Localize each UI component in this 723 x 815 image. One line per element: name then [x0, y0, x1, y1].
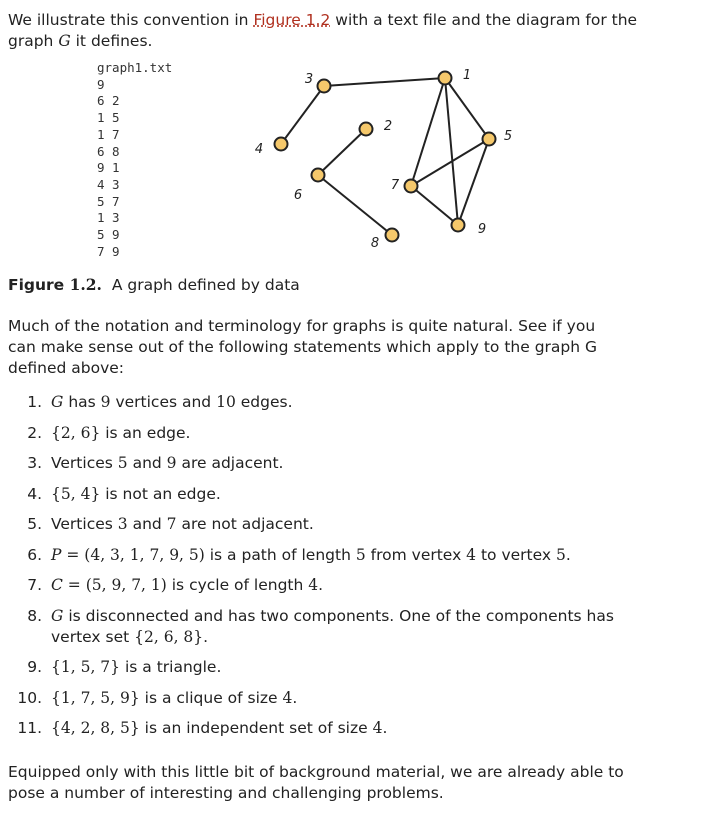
list-item	[8, 688, 668, 709]
list-item	[8, 575, 668, 596]
graph-vertex-label-3: 3	[304, 72, 314, 87]
text: is an edge.	[100, 423, 191, 442]
text: and	[127, 454, 167, 472]
math: 5	[555, 545, 566, 564]
file-line: 6 8	[97, 143, 120, 159]
text: is an independent set of size	[139, 719, 373, 737]
item-index: 2.	[27, 423, 42, 442]
file-line: 6 2	[97, 93, 120, 109]
item-index: 5.	[27, 515, 42, 533]
math: G	[51, 606, 64, 625]
graph-vertex-9	[452, 219, 465, 232]
math: 4	[282, 688, 293, 707]
text: vertices and	[110, 393, 217, 411]
list-item	[8, 545, 668, 566]
graph-vertex-6	[312, 169, 325, 182]
graph-diagram	[8, 58, 708, 276]
math: {1, 5, 7}	[51, 658, 121, 676]
math: {4, 2, 8, 5}	[51, 719, 140, 737]
caption-label-num: 1.2.	[69, 275, 102, 294]
list-item	[8, 606, 668, 648]
text: edges.	[235, 393, 293, 411]
caption-label	[8, 276, 102, 294]
math: G	[51, 393, 64, 411]
list-item	[8, 453, 668, 474]
graph-vertex-label-7: 7	[390, 178, 400, 193]
caption-label-word: Figure	[8, 276, 65, 294]
text: and	[127, 515, 167, 533]
intro-paragraph	[8, 10, 648, 52]
text: Vertices	[51, 515, 118, 533]
graph-edge-1-3	[324, 78, 445, 86]
text: has	[63, 393, 101, 411]
graph-vertex-label-6: 6	[293, 188, 303, 203]
graph-vertex-1	[439, 72, 452, 85]
text: is a clique of size	[139, 688, 283, 707]
math: P	[51, 545, 62, 564]
file-line: 1 3	[97, 210, 120, 226]
intro-text: We illustrate this convention in	[8, 11, 254, 29]
file-name: graph1.txt	[97, 60, 173, 75]
file-line: 9 1	[97, 160, 120, 176]
list-item	[8, 514, 668, 535]
graph-vertex-label-9: 9	[477, 222, 487, 237]
list-item	[8, 718, 668, 739]
text: from vertex	[365, 545, 467, 564]
file-line: 1 7	[97, 126, 120, 142]
text: Vertices	[51, 454, 118, 472]
text: .	[203, 627, 209, 646]
math: = (5, 9, 7, 1)	[62, 576, 167, 594]
graph-vertex-label-8: 8	[370, 236, 380, 251]
math: = (4, 3, 1, 7, 9, 5)	[61, 545, 205, 564]
graph-vertex-label-4: 4	[254, 142, 264, 157]
item-index: 11.	[17, 719, 42, 737]
graph-vertex-2	[360, 123, 373, 136]
math: 4	[372, 719, 383, 737]
item-index: 7.	[27, 576, 42, 594]
item-index: 1.	[27, 393, 42, 411]
caption-text: A graph defined by data	[111, 276, 300, 294]
graph-vertex-4	[275, 138, 288, 151]
lead-paragraph: Much of the notation and terminology for graphs is quite natural. See if you can make sense out of the following statements which apply to the graph G defined above:	[8, 317, 598, 377]
math: {5, 4}	[51, 484, 101, 503]
file-line: 1 5	[97, 110, 120, 126]
intro-text-2: with a text file and the diagram for the graph	[8, 11, 638, 50]
math: 9	[100, 393, 111, 411]
figure-link[interactable]: Figure 1.2	[253, 11, 331, 29]
math: 10	[216, 393, 236, 411]
graph-vertex-label-1: 1	[462, 68, 472, 83]
graph-vertex-5	[483, 133, 496, 146]
graph-vertex-label-2: 2	[383, 119, 393, 134]
math: 5	[355, 545, 366, 564]
math: 4	[466, 545, 477, 564]
graph-edge-6-2	[318, 129, 366, 175]
graph-edge-1-7	[411, 78, 445, 186]
outro-paragraph: Equipped only with this little bit of background material, we are already able to pose a number of interesting and challenging problems.	[8, 763, 624, 802]
graph-vertex-7	[405, 180, 418, 193]
graph-vertex-label-5: 5	[503, 129, 513, 144]
item-index: 10.	[17, 688, 42, 707]
list-item	[8, 657, 668, 678]
text: is a path of length	[204, 545, 356, 564]
list-item	[8, 392, 668, 413]
item-index: 3.	[27, 454, 42, 472]
math: {1, 7, 5, 9}	[51, 688, 140, 707]
graph-edge-4-3	[281, 86, 324, 144]
text: is disconnected and has two components. One of the components has vertex set	[51, 606, 614, 646]
text: are not adjacent.	[176, 515, 314, 533]
text: .	[292, 688, 298, 707]
text: is cycle of length	[166, 576, 309, 594]
math: {2, 6, 8}	[134, 627, 204, 646]
math: {2, 6}	[51, 423, 101, 442]
text: to vertex	[476, 545, 556, 564]
graph-edge-6-8	[318, 175, 392, 235]
math: 7	[166, 515, 177, 533]
math: 9	[166, 454, 177, 472]
text: .	[565, 545, 571, 564]
math: 5	[117, 454, 128, 472]
graph-edge-1-5	[445, 78, 489, 139]
graph-vertex-3	[318, 80, 331, 93]
text: is not an edge.	[100, 484, 221, 503]
file-line: 5 7	[97, 193, 120, 209]
item-index: 8.	[27, 606, 42, 625]
text: .	[382, 719, 388, 737]
intro-text-3: it defines.	[70, 32, 153, 50]
figure-1-2	[8, 58, 708, 276]
file-line: 7 9	[97, 243, 120, 259]
math: 4	[308, 576, 319, 594]
graph-edge-5-9	[458, 139, 489, 225]
file-line: 4 3	[97, 176, 120, 192]
graph-vertex-8	[386, 229, 399, 242]
list-item	[8, 484, 668, 505]
list-item	[8, 423, 668, 444]
text: .	[318, 576, 324, 594]
graph-edge-9-1	[445, 78, 458, 225]
math: 3	[117, 515, 128, 533]
item-index: 9.	[27, 658, 42, 676]
text: is a triangle.	[120, 658, 222, 676]
math: C	[51, 576, 63, 594]
graph-var: G	[58, 32, 71, 50]
figure-caption	[8, 275, 300, 294]
file-line: 9	[97, 76, 105, 92]
item-index: 4.	[27, 484, 42, 503]
file-line: 5 9	[97, 227, 120, 243]
text: are adjacent.	[176, 454, 284, 472]
graph-edge-7-9	[411, 186, 458, 225]
item-index: 6.	[27, 545, 42, 564]
statement-list	[8, 392, 668, 749]
